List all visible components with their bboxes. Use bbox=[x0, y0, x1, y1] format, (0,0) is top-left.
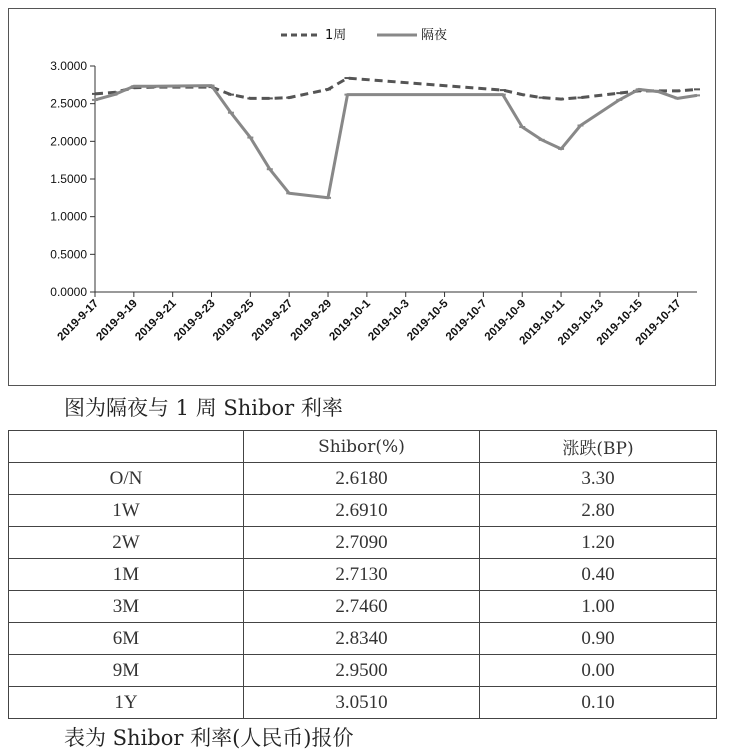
rate-cell: 2.7090 bbox=[244, 527, 480, 559]
x-tick-label: 2019-9-17 bbox=[55, 297, 102, 344]
x-tick-label: 2019-9-19 bbox=[94, 297, 140, 344]
y-tick-label: 0.5000 bbox=[50, 247, 87, 262]
term-cell: 1Y bbox=[9, 687, 244, 719]
y-tick-label: 1.0000 bbox=[50, 209, 87, 224]
rate-cell: 2.7130 bbox=[244, 559, 480, 591]
x-tick-label: 2019-10-13 bbox=[555, 297, 607, 348]
y-tick-label: 2.0000 bbox=[50, 134, 87, 149]
term-cell: 2W bbox=[9, 527, 244, 559]
change-cell: 1.00 bbox=[480, 591, 717, 623]
term-cell: 6M bbox=[9, 623, 244, 655]
header-shibor: Shibor(%) bbox=[244, 431, 480, 463]
header-change: 涨跌(BP) bbox=[480, 431, 717, 463]
x-tick-label: 2019-9-21 bbox=[133, 297, 179, 344]
rate-cell: 2.8340 bbox=[244, 623, 480, 655]
rate-cell: 2.6910 bbox=[244, 495, 480, 527]
change-cell: 2.80 bbox=[480, 495, 717, 527]
chart-panel bbox=[8, 8, 716, 386]
term-cell: 1W bbox=[9, 495, 244, 527]
change-cell: 1.20 bbox=[480, 527, 717, 559]
x-tick-label: 2019-9-23 bbox=[172, 297, 218, 344]
change-cell: 0.00 bbox=[480, 655, 717, 687]
x-tick-label: 2019-9-25 bbox=[210, 297, 257, 344]
term-cell: 1M bbox=[9, 559, 244, 591]
table-row bbox=[9, 495, 717, 527]
table-row bbox=[9, 655, 717, 687]
change-cell: 3.30 bbox=[480, 463, 717, 495]
rate-cell: 2.6180 bbox=[244, 463, 480, 495]
change-cell: 0.40 bbox=[480, 559, 717, 591]
x-tick-label: 2019-10-15 bbox=[594, 297, 645, 348]
y-tick-label: 0.0000 bbox=[50, 285, 87, 299]
y-tick-label: 3.0000 bbox=[50, 59, 87, 73]
x-tick-label: 2019-9-29 bbox=[288, 297, 335, 344]
x-tick-label: 2019-10-9 bbox=[482, 297, 529, 344]
x-tick-label: 2019-9-27 bbox=[249, 297, 296, 344]
change-cell: 0.90 bbox=[480, 623, 717, 655]
term-cell: 9M bbox=[9, 655, 244, 687]
line-chart bbox=[9, 9, 715, 385]
table-header-row bbox=[9, 431, 717, 463]
x-tick-label: 2019-10-5 bbox=[405, 297, 451, 344]
table-row bbox=[9, 527, 717, 559]
term-cell: O/N bbox=[9, 463, 244, 495]
rate-cell: 3.0510 bbox=[244, 687, 480, 719]
rate-cell: 2.9500 bbox=[244, 655, 480, 687]
x-tick-label: 2019-10-1 bbox=[327, 297, 373, 344]
table-row bbox=[9, 623, 717, 655]
shibor-rate-table bbox=[8, 430, 717, 719]
table-row bbox=[9, 559, 717, 591]
table-row bbox=[9, 591, 717, 623]
table-row bbox=[9, 463, 717, 495]
x-tick-label: 2019-10-17 bbox=[633, 297, 684, 348]
header-term bbox=[9, 431, 244, 463]
legend-label: 1周 bbox=[325, 28, 347, 43]
y-tick-label: 1.5000 bbox=[50, 172, 87, 186]
y-tick-label: 2.5000 bbox=[50, 96, 87, 111]
x-tick-label: 2019-10-3 bbox=[366, 297, 412, 344]
table-caption: 表为 Shibor 利率(人民币)报价 bbox=[64, 726, 354, 750]
x-tick-label: 2019-10-7 bbox=[443, 297, 490, 344]
change-cell: 0.10 bbox=[480, 687, 717, 719]
table-row bbox=[9, 687, 717, 719]
series-overnight-line bbox=[95, 86, 697, 198]
x-tick-label: 2019-10-11 bbox=[517, 297, 568, 348]
figure-caption: 图为隔夜与 1 周 Shibor 利率 bbox=[64, 396, 343, 420]
legend-label: 隔夜 bbox=[421, 28, 448, 43]
rate-cell: 2.7460 bbox=[244, 591, 480, 623]
term-cell: 3M bbox=[9, 591, 244, 623]
